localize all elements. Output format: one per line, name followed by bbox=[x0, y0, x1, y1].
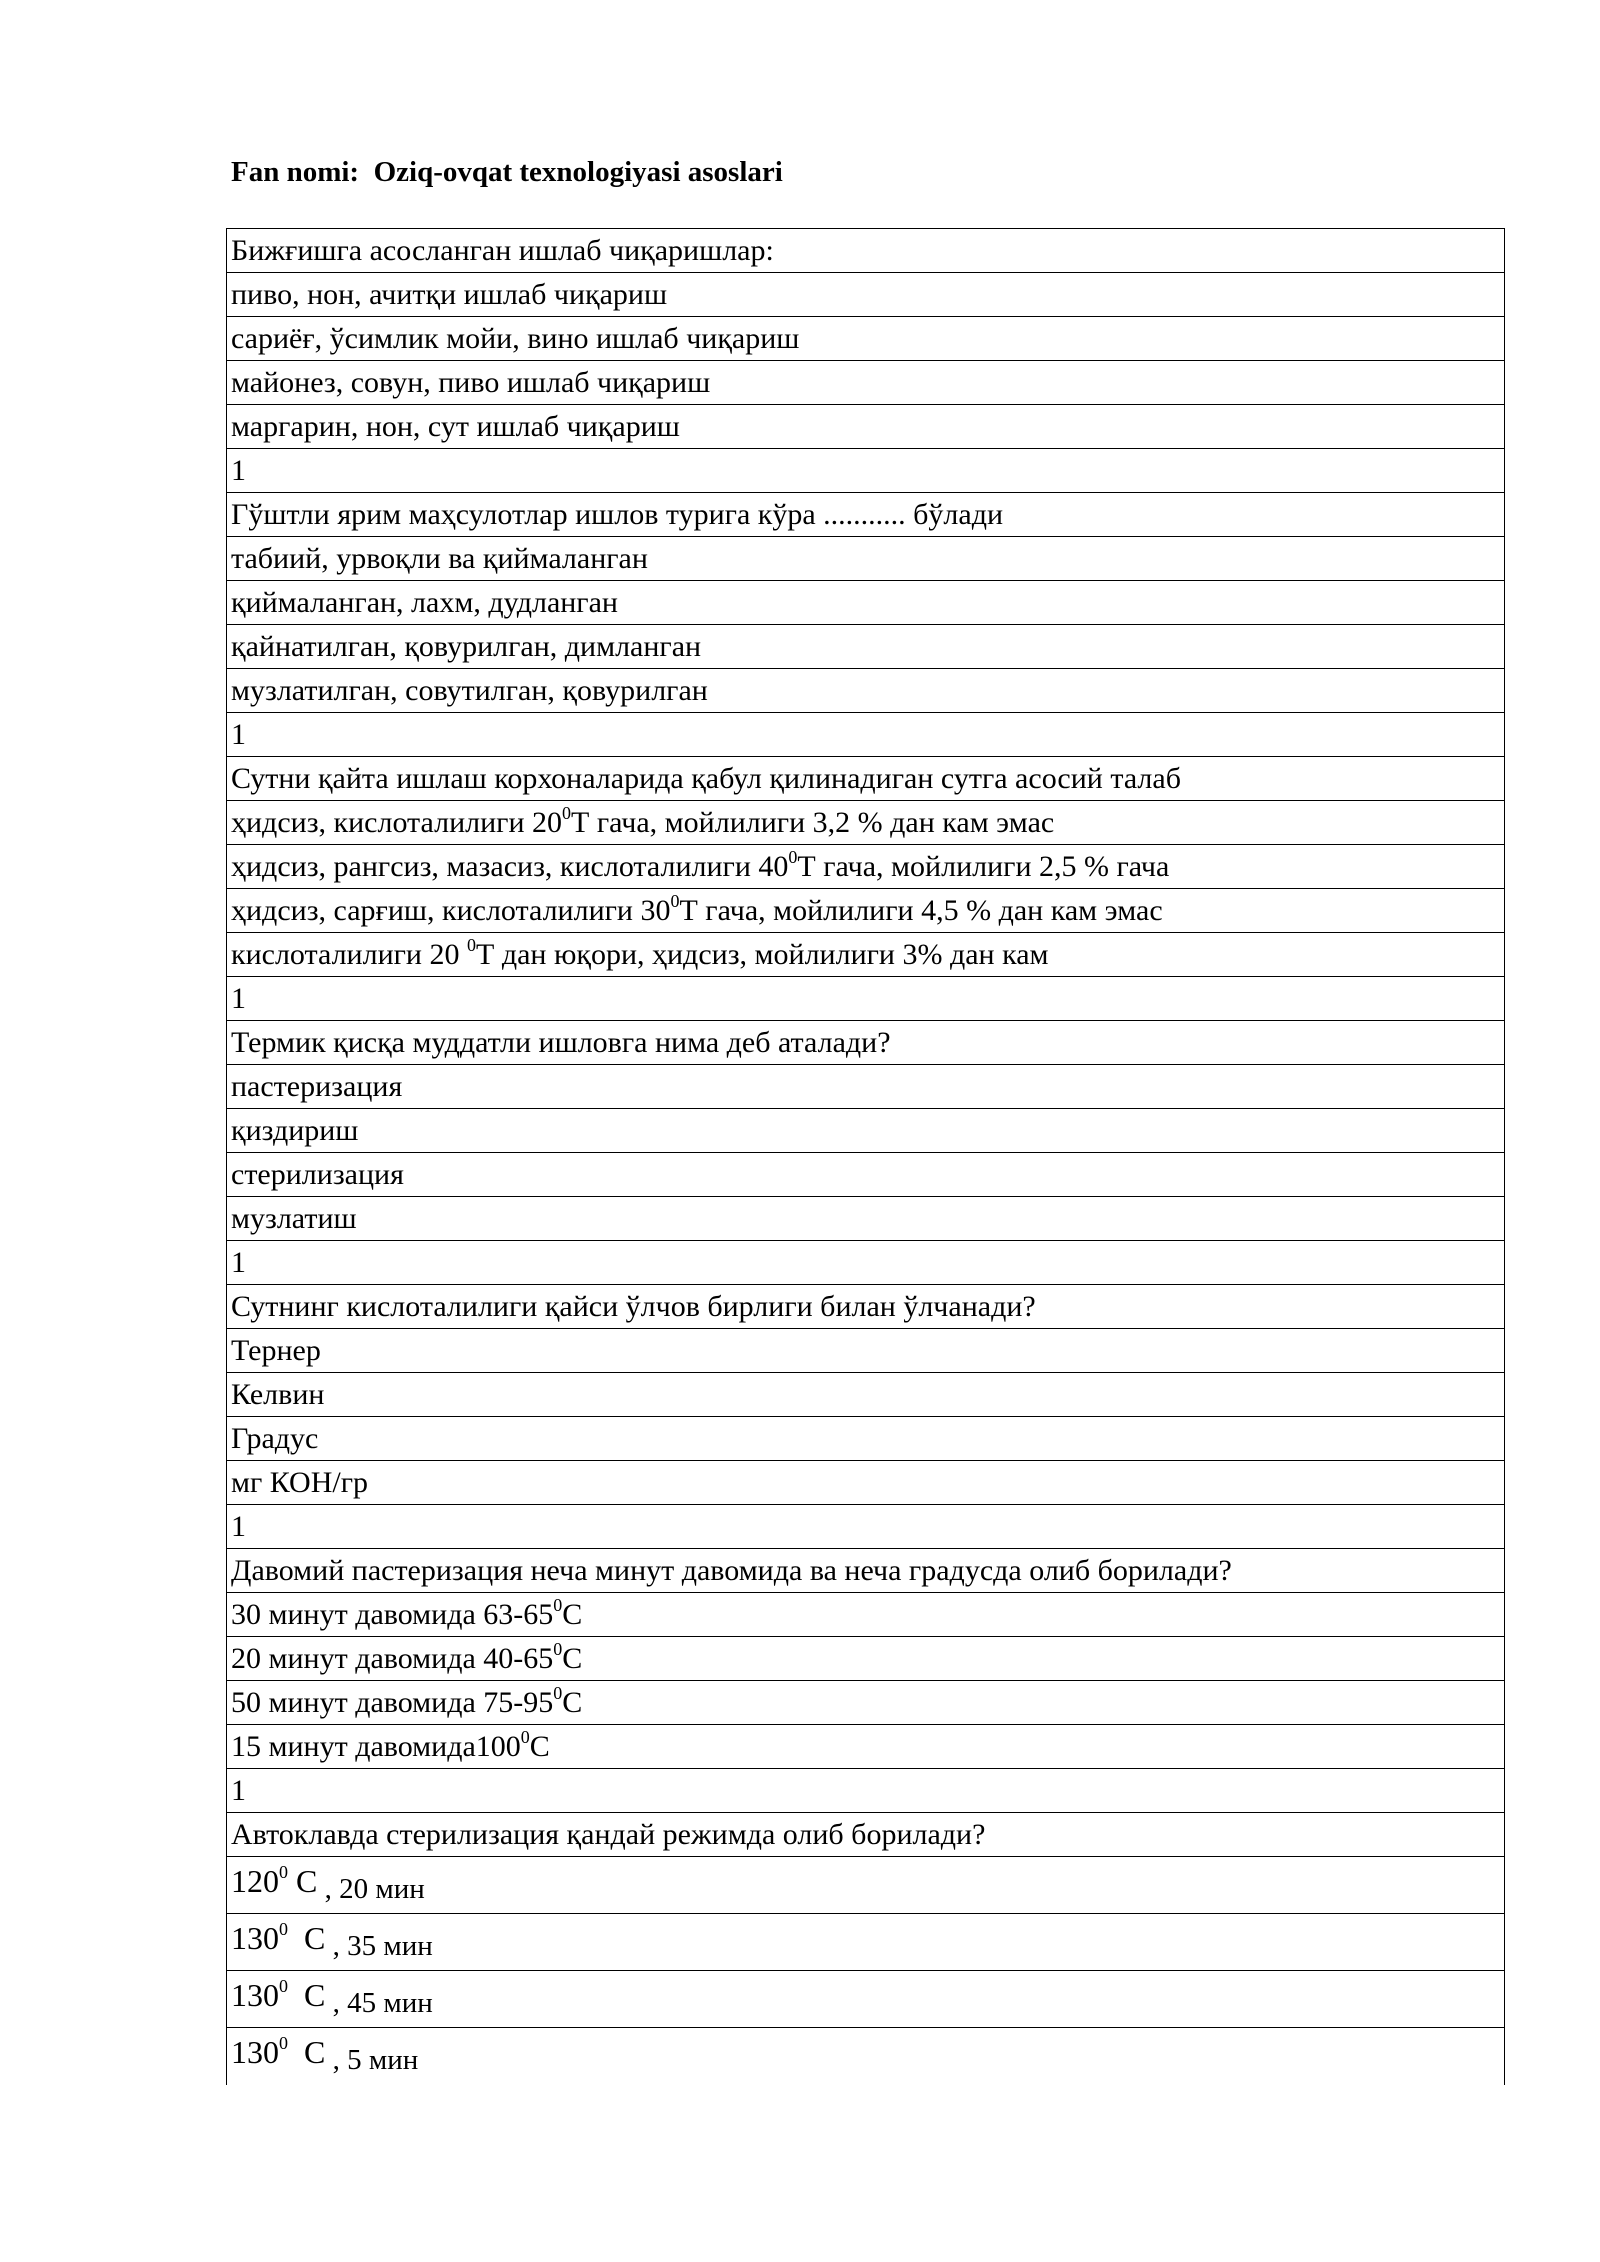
row-text-pre: 50 минут давомида 75-95 bbox=[231, 1686, 554, 1719]
table-row bbox=[227, 1417, 1504, 1461]
row-text-pre: ҳидсиз, кислоталилиги 20 bbox=[231, 806, 563, 839]
row-text bbox=[231, 1863, 317, 1899]
row-text: Келвин bbox=[231, 1378, 325, 1411]
table-row bbox=[227, 493, 1504, 537]
table-row bbox=[227, 1914, 1504, 1971]
table-row bbox=[227, 845, 1504, 889]
row-text: музлатилган, совутилган, қовурилган bbox=[231, 674, 708, 707]
row-text-pre: кислоталилиги 20 bbox=[231, 938, 467, 971]
table-row bbox=[227, 1593, 1504, 1637]
degree-superscript: 0 bbox=[279, 2033, 288, 2054]
row-text: 1 bbox=[231, 982, 246, 1015]
row-text: 1 bbox=[231, 718, 246, 751]
table-row bbox=[227, 1637, 1504, 1681]
row-text: Тернер bbox=[231, 1334, 321, 1367]
table-row bbox=[227, 273, 1504, 317]
row-text-post: С bbox=[288, 1977, 326, 2013]
row-text: 1 bbox=[231, 1246, 246, 1279]
row-text bbox=[231, 1920, 325, 1956]
degree-superscript: 0 bbox=[279, 1919, 288, 1940]
row-text: 1 bbox=[231, 454, 246, 487]
row-text-post: С bbox=[562, 1686, 583, 1719]
degree-superscript: 0 bbox=[279, 1862, 288, 1883]
row-text: Автоклавда стерилизация қандай режимда олиб борилади? bbox=[231, 1818, 986, 1851]
row-text: Бижғишга асосланган ишлаб чиқаришлар: bbox=[231, 234, 774, 267]
row-text bbox=[231, 935, 1049, 971]
degree-superscript: 0 bbox=[520, 1727, 530, 1747]
table-row bbox=[227, 801, 1504, 845]
row-text-post: С bbox=[562, 1598, 583, 1631]
table-row bbox=[227, 537, 1504, 581]
table-row bbox=[227, 1461, 1504, 1505]
row-text-duration: , 35 мин bbox=[325, 1930, 433, 1962]
row-text: Давомий пастеризация неча минут давомида ва неча градусда олиб борилади? bbox=[231, 1554, 1232, 1587]
row-text-pre: 130 bbox=[231, 1920, 279, 1956]
table-row bbox=[227, 405, 1504, 449]
row-text: Сутни қайта ишлаш корхоналарида қабул қилинадиган сутга асосий талаб bbox=[231, 762, 1181, 795]
table-row bbox=[227, 1241, 1504, 1285]
degree-superscript: 0 bbox=[788, 847, 798, 867]
table-row bbox=[227, 757, 1504, 801]
row-text: Сутнинг кислоталилиги қайси ўлчов бирлиги билан ўлчанади? bbox=[231, 1290, 1036, 1323]
subject-title: Fan nomi: Oziq-ovqat texnologiyasi asoslari bbox=[231, 156, 783, 188]
table-row bbox=[227, 933, 1504, 977]
table-row bbox=[227, 1021, 1504, 1065]
row-text-pre: 15 минут давомида100 bbox=[231, 1730, 521, 1763]
row-text: мг КОН/гр bbox=[231, 1466, 369, 1499]
table-row bbox=[227, 1109, 1504, 1153]
row-text bbox=[231, 2034, 325, 2070]
degree-superscript: 0 bbox=[279, 1976, 288, 1997]
table-row bbox=[227, 1153, 1504, 1197]
row-text-duration: , 45 мин bbox=[325, 1987, 433, 2019]
row-text: Гўштли ярим маҳсулотлар ишлов турига кўра ........... бўлади bbox=[231, 498, 1004, 531]
table-row bbox=[227, 449, 1504, 493]
row-text: маргарин, нон, сут ишлаб чиқариш bbox=[231, 410, 680, 443]
row-text: майонез, совун, пиво ишлаб чиқариш bbox=[231, 366, 711, 399]
table-row bbox=[227, 2028, 1504, 2085]
row-text-pre: 30 минут давомида 63-65 bbox=[231, 1598, 554, 1631]
table-row bbox=[227, 361, 1504, 405]
table-row bbox=[227, 1329, 1504, 1373]
table-row bbox=[227, 625, 1504, 669]
row-text-pre: 130 bbox=[231, 1977, 279, 2013]
row-text: қайнатилган, қовурилган, димланган bbox=[231, 630, 702, 663]
row-text-post: Т гача, мойлилиги 3,2 % дан кам эмас bbox=[571, 806, 1055, 839]
row-text: қиймаланган, лахм, дудланган bbox=[231, 586, 618, 619]
table-row bbox=[227, 1549, 1504, 1593]
row-text: Градус bbox=[231, 1422, 319, 1455]
question-table bbox=[226, 228, 1505, 2085]
table-row bbox=[227, 669, 1504, 713]
table-row bbox=[227, 1857, 1504, 1914]
row-text bbox=[231, 1683, 583, 1719]
degree-superscript: 0 bbox=[670, 891, 680, 911]
row-text bbox=[231, 1595, 583, 1631]
row-text-post: Т дан юқори, ҳидсиз, мойлилиги 3% дан кам bbox=[476, 938, 1049, 971]
row-text-post: С bbox=[288, 2034, 326, 2070]
row-text: пиво, нон, ачитқи ишлаб чиқариш bbox=[231, 278, 668, 311]
table-row bbox=[227, 1505, 1504, 1549]
degree-superscript: 0 bbox=[562, 803, 572, 823]
row-text-pre: 130 bbox=[231, 2034, 279, 2070]
row-text-post: С bbox=[529, 1730, 550, 1763]
row-text: стерилизация bbox=[231, 1158, 404, 1191]
row-text-post: Т гача, мойлилиги 2,5 % гача bbox=[797, 850, 1170, 883]
table-row bbox=[227, 1065, 1504, 1109]
table-row bbox=[227, 1813, 1504, 1857]
row-text-duration: , 5 мин bbox=[325, 2044, 419, 2076]
row-text bbox=[231, 1639, 583, 1675]
row-text: қиздириш bbox=[231, 1114, 359, 1147]
row-text bbox=[231, 891, 1163, 927]
row-text: пастеризация bbox=[231, 1070, 403, 1103]
table-row bbox=[227, 1197, 1504, 1241]
row-text-post: Т гача, мойлилиги 4,5 % дан кам эмас bbox=[679, 894, 1163, 927]
degree-superscript: 0 bbox=[553, 1639, 563, 1659]
row-text bbox=[231, 1727, 550, 1763]
row-text: сариёғ, ўсимлик мойи, вино ишлаб чиқариш bbox=[231, 322, 800, 355]
row-text: Термик қисқа муддатли ишловга нима деб аталади? bbox=[231, 1026, 891, 1059]
row-text bbox=[231, 803, 1055, 839]
row-text bbox=[231, 847, 1170, 883]
table-row bbox=[227, 977, 1504, 1021]
degree-superscript: 0 bbox=[553, 1683, 563, 1703]
row-text-duration: , 20 мин bbox=[317, 1873, 425, 1905]
table-row bbox=[227, 1373, 1504, 1417]
table-row bbox=[227, 317, 1504, 361]
row-text-post: С bbox=[288, 1920, 326, 1956]
table-row bbox=[227, 1769, 1504, 1813]
row-text: музлатиш bbox=[231, 1202, 357, 1235]
row-text-post: С bbox=[288, 1863, 318, 1899]
table-row bbox=[227, 229, 1504, 273]
row-text-pre: 20 минут давомида 40-65 bbox=[231, 1642, 554, 1675]
table-row bbox=[227, 1725, 1504, 1769]
row-text-post: С bbox=[562, 1642, 583, 1675]
degree-superscript: 0 bbox=[553, 1595, 563, 1615]
row-text: 1 bbox=[231, 1774, 246, 1807]
table-row bbox=[227, 1681, 1504, 1725]
row-text-pre: ҳидсиз, рангсиз, мазасиз, кислоталилиги 40 bbox=[231, 850, 789, 883]
row-text-pre: 120 bbox=[231, 1863, 279, 1899]
row-text: табиий, урвоқли ва қиймаланган bbox=[231, 542, 648, 575]
table-row bbox=[227, 1285, 1504, 1329]
table-row bbox=[227, 889, 1504, 933]
table-row bbox=[227, 581, 1504, 625]
row-text: 1 bbox=[231, 1510, 246, 1543]
row-text bbox=[231, 1977, 325, 2013]
row-text-pre: ҳидсиз, сарғиш, кислоталилиги 30 bbox=[231, 894, 671, 927]
table-row bbox=[227, 1971, 1504, 2028]
table-row bbox=[227, 713, 1504, 757]
degree-superscript: 0 bbox=[467, 935, 476, 955]
